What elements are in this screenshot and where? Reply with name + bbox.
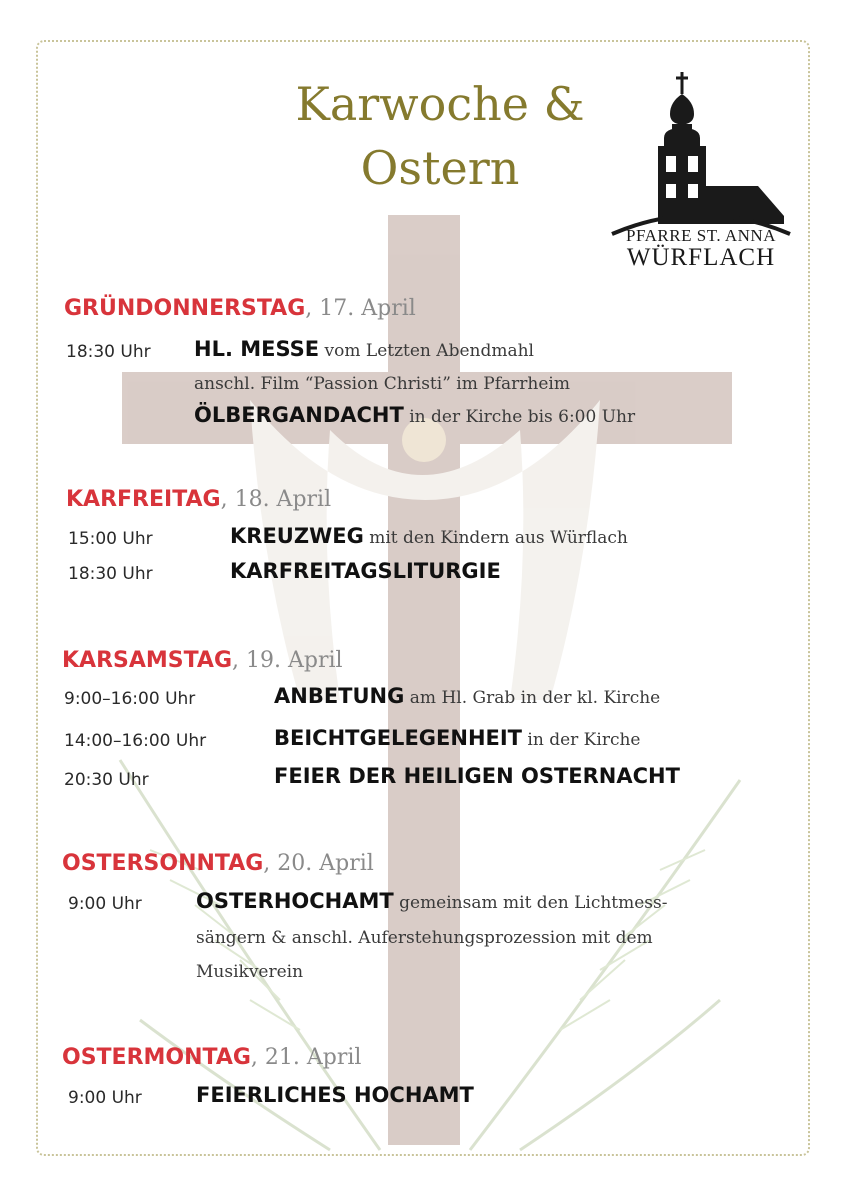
event-detail-line: sängern & anschl. Auferstehungsprozession mit dem [196,928,653,948]
event-title: KREUZWEG [230,524,364,548]
day-heading-karsamstag [62,648,343,673]
event-time: 18:30 Uhr [68,564,153,584]
event-detail: in der Kirche [522,730,641,750]
event-detail-line: anschl. Film “Passion Christi” im Pfarrheim [194,374,570,394]
event-title: FEIERLICHES HOCHAMT [196,1083,474,1107]
event-time: 20:30 Uhr [64,770,149,790]
event-entry [230,559,501,583]
event-time: 15:00 Uhr [68,529,153,549]
day-name: OSTERSONNTAG [62,851,264,876]
event-time: 14:00–16:00 Uhr [64,731,207,751]
day-heading-karfreitag [66,487,331,512]
event-detail-line: Musikverein [196,962,304,982]
day-name: KARFREITAG [66,487,221,512]
event-entry [274,684,660,708]
title-line-2: Ostern [360,141,520,195]
event-entry [194,337,534,361]
event-time: 18:30 Uhr [66,342,151,362]
day-date: , 19. April [232,648,343,673]
day-date: , 17. April [305,296,416,321]
day-name: GRÜNDONNERSTAG [64,296,306,321]
event-detail: am Hl. Grab in der kl. Kirche [404,688,661,708]
event-title: BEICHTGELEGENHEIT [274,726,523,750]
event-title: HL. MESSE [194,337,320,361]
event-time: 9:00 Uhr [68,894,142,914]
event-detail: mit den Kindern aus Würflach [363,528,628,548]
day-date: , 20. April [263,851,374,876]
event-time: 9:00 Uhr [68,1088,142,1108]
event-title: FEIER DER HEILIGEN OSTERNACHT [274,764,680,788]
logo-parish-name: PFARRE ST. ANNA [626,226,776,245]
day-name: KARSAMSTAG [62,648,233,673]
event-entry [194,403,635,427]
event-title: KARFREITAGSLITURGIE [230,559,501,583]
event-detail: in der Kirche bis 6:00 Uhr [403,407,636,427]
logo-place-name: WÜRFLACH [626,244,776,271]
title-line-1: Karwoche & [295,77,585,131]
event-detail: gemeinsam mit den Lichtmess- [393,893,668,913]
event-entry [196,889,668,913]
event-title: ANBETUNG [274,684,405,708]
event-entry [274,726,640,750]
event-entry [274,764,680,788]
event-time: 9:00–16:00 Uhr [64,689,196,709]
event-entry [196,1083,474,1107]
page-title [230,72,650,200]
day-date: , 18. April [220,487,332,512]
day-date: , 21. April [250,1045,362,1070]
event-entry [230,524,628,548]
day-heading-ostermontag [62,1045,361,1070]
event-title: OSTERHOCHAMT [196,889,394,913]
day-heading-ostersonntag [62,851,374,876]
event-detail: vom Letzten Abendmahl [319,341,534,361]
day-name: OSTERMONTAG [62,1045,251,1070]
event-title: ÖLBERGANDACHT [194,403,404,427]
day-heading-gruendonnerstag [64,296,416,321]
